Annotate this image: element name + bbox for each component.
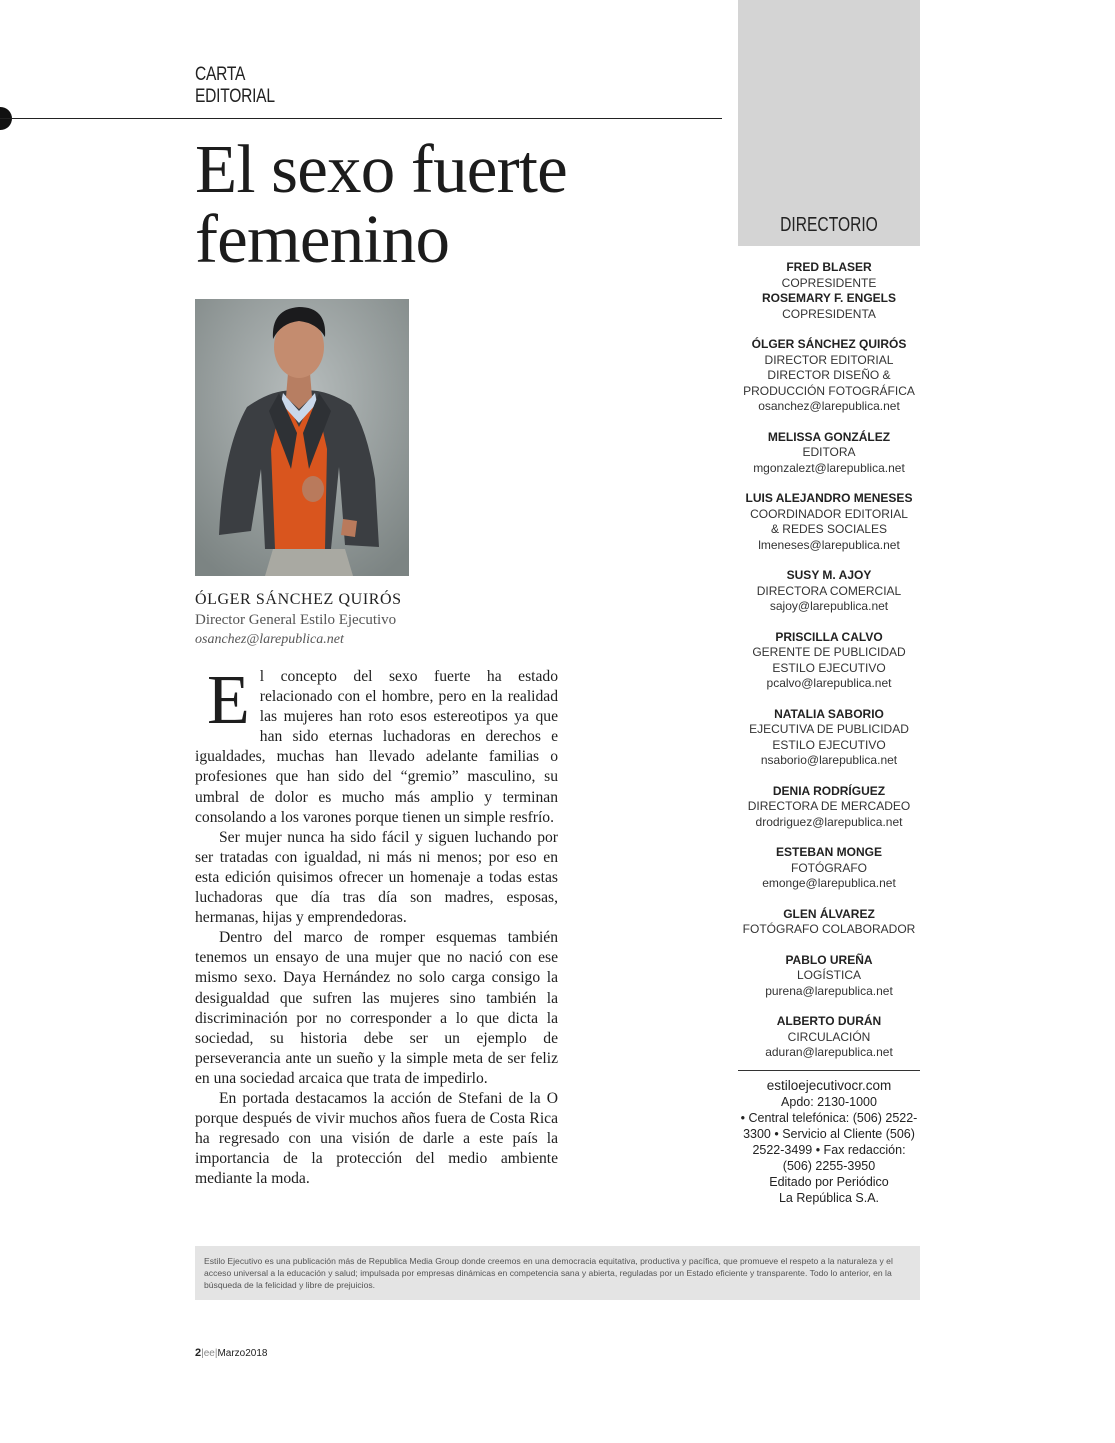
staff-title: LOGÍSTICA (796, 968, 861, 982)
article-paragraph: En portada destacamos la acción de Stefani de la O porque después de vivir muchos años fuera de Costa Rica ha regresado con una visión de darle a este país la importancia de la protección del medio ambiente mediante la moda. (195, 1089, 558, 1188)
staff-title: ESTILO EJECUTIVO (772, 660, 886, 675)
directory-entry (738, 907, 920, 938)
drop-cap: E (207, 662, 250, 739)
section-label-line2: EDITORIAL (195, 86, 275, 107)
staff-name: PABLO UREÑA (785, 952, 873, 967)
staff-email[interactable]: lmeneses@larepublica.net (758, 537, 900, 552)
article-paragraph: Ser mujer nunca ha sido fácil y siguen luchando por ser tratadas con igualdad, ni más ni menos; por eso en esta edición quisimos ofrecer un homenaje a todas estas luchadoras que día tras día son madres, esposas, hermanas, hijas y emprendedoras. (195, 828, 558, 927)
section-label-line1: CARTA (195, 64, 246, 85)
staff-title: COPRESIDENTA (782, 306, 876, 321)
staff-name: NATALIA SABORIO (774, 706, 884, 721)
staff-title: DIRECTOR EDITORIAL (764, 352, 894, 367)
directory-entry (738, 430, 920, 477)
directory-entry (738, 845, 920, 892)
staff-title: CIRCULACIÓN (787, 1029, 871, 1044)
directory-entry (738, 953, 920, 1000)
folio-date: Marzo2018 (217, 1348, 268, 1359)
staff-name: ALBERTO DURÁN (776, 1014, 882, 1028)
byline-role: Director General Estilo Ejecutivo (195, 612, 397, 628)
staff-name: ESTEBAN MONGE (775, 845, 882, 859)
staff-title: ESTILO EJECUTIVO (772, 737, 886, 752)
staff-directory (738, 260, 920, 1076)
directory-entry (738, 1014, 920, 1061)
author-portrait (195, 299, 409, 576)
staff-email[interactable]: osanchez@larepublica.net (758, 399, 900, 413)
staff-title: EDITORA (802, 445, 856, 459)
staff-name: SUSY M. AJOY (786, 568, 872, 582)
directory-entry (738, 784, 920, 831)
staff-title: EJECUTIVA DE PUBLICIDAD (749, 722, 909, 736)
directory-entry (738, 568, 920, 615)
contact-apdo: Apdo: 2130-1000 (781, 1095, 877, 1109)
staff-email[interactable]: nsaborio@larepublica.net (760, 753, 898, 767)
staff-title: COPRESIDENTE (781, 275, 877, 290)
staff-email[interactable]: pcalvo@larepublica.net (766, 676, 892, 690)
folio-brand: |ee| (201, 1348, 218, 1359)
staff-title: GERENTE DE PUBLICIDAD (752, 645, 906, 659)
header-rule (0, 118, 722, 119)
staff-name: MELISSA GONZÁLEZ (767, 429, 891, 444)
staff-name: ÓLGER SÁNCHEZ QUIRÓS (751, 337, 907, 351)
headline-line1: El sexo fuerte (195, 131, 567, 207)
sidebar-rule (738, 1070, 920, 1071)
staff-email[interactable]: drodriguez@larepublica.net (755, 814, 903, 829)
staff-title: DIRECTOR DISEÑO & (767, 368, 891, 382)
staff-title: DIRECTORA DE MERCADEO (747, 799, 911, 813)
staff-email[interactable]: mgonzalezt@larepublica.net (753, 460, 905, 475)
directory-entry (738, 491, 920, 553)
staff-email[interactable]: aduran@larepublica.net (765, 1045, 893, 1059)
directory-entry (738, 337, 920, 415)
contact-line: • Central telefónica: (506) 2522- (740, 1111, 918, 1125)
mission-statement-text: Estilo Ejecutivo es una publicación más de Republica Media Group donde creemos en una democracia equitativa, productiva y pacífica, que promueve el respeto a la naturaleza y el acceso universal a la educación y salud; impulsada por empresas dinámicas en competencia sana y abierta, reguladas por un Estado eficiente y transparente. Todo lo anterior, en la búsqueda de la felicidad y libre de prejuicios. (204, 1256, 893, 1291)
staff-title: DIRECTORA COMERCIAL (756, 583, 902, 598)
directory-entry (738, 630, 920, 692)
staff-title: COORDINADOR EDITORIAL (750, 506, 908, 521)
article-paragraph: Dentro del marco de romper esquemas también tenemos un ensayo de una mujer que no nació con ese mismo sexo. Daya Hernández no solo carga consigo la desigualdad que sufren las mujeres sino también la discriminación por no corresponder a lo que dicta la sociedad, su historia debe ser un ejemplo de perseverancia ante un sueño y la simple meta de ser feliz en una sociedad arcaica que trata de impedirlo. (195, 929, 558, 1087)
staff-name: DENIA RODRÍGUEZ (772, 783, 886, 798)
staff-name: ROSEMARY F. ENGELS (761, 291, 897, 305)
contact-line: Editado por Periódico (769, 1175, 889, 1189)
staff-email[interactable]: purena@larepublica.net (765, 983, 893, 998)
contact-block (738, 1078, 920, 1206)
headline-line2: femenino (195, 201, 450, 277)
byline-email: osanchez@larepublica.net (195, 632, 344, 647)
article-paragraph-1-text: l concepto del sexo fuerte ha estado relacionado con el hombre, pero en la realidad las mujeres han roto esos estereotipos ya que han sido eternas luchadoras en derechos e igualdades, muchas han llevado adelante familias o profesiones que han sido del “gremio” masculino, su umbral de dolor es mucho más amplio y terminan consolando a los varones porque tienen un simple resfrío. (195, 668, 558, 826)
contact-line: 3300 • Servicio al Cliente (506) (743, 1127, 915, 1141)
staff-title: FOTÓGRAFO (791, 860, 867, 875)
staff-email[interactable]: sajoy@larepublica.net (769, 599, 889, 613)
staff-title: FOTÓGRAFO COLABORADOR (742, 922, 916, 936)
article-paragraph (195, 662, 558, 828)
website-link[interactable]: estiloejecutivocr.com (766, 1078, 892, 1093)
contact-line: La República S.A. (778, 1191, 880, 1205)
staff-name: LUIS ALEJANDRO MENESES (745, 491, 913, 505)
page-folio (195, 1347, 267, 1359)
staff-title: PRODUCCIÓN FOTOGRÁFICA (743, 383, 915, 398)
sidebar-header-panel (738, 0, 920, 246)
article-body (195, 662, 558, 1189)
byline-name: ÓLGER SÁNCHEZ QUIRÓS (195, 591, 402, 608)
directory-entry (738, 260, 920, 322)
staff-email[interactable]: emonge@larepublica.net (762, 876, 896, 890)
section-label (195, 64, 359, 108)
headline (195, 131, 725, 277)
contact-line: (506) 2255-3950 (782, 1159, 876, 1173)
staff-name: FRED BLASER (786, 260, 872, 274)
page-number: 2 (195, 1347, 202, 1359)
sidebar-title: DIRECTORIO (780, 214, 878, 236)
staff-name: PRISCILLA CALVO (775, 629, 883, 644)
mission-statement-box (195, 1246, 920, 1300)
staff-title: & REDES SOCIALES (770, 522, 888, 536)
contact-line: 2522-3499 • Fax redacción: (752, 1143, 906, 1157)
staff-name: GLEN ÁLVAREZ (783, 906, 875, 921)
directory-entry (738, 707, 920, 769)
